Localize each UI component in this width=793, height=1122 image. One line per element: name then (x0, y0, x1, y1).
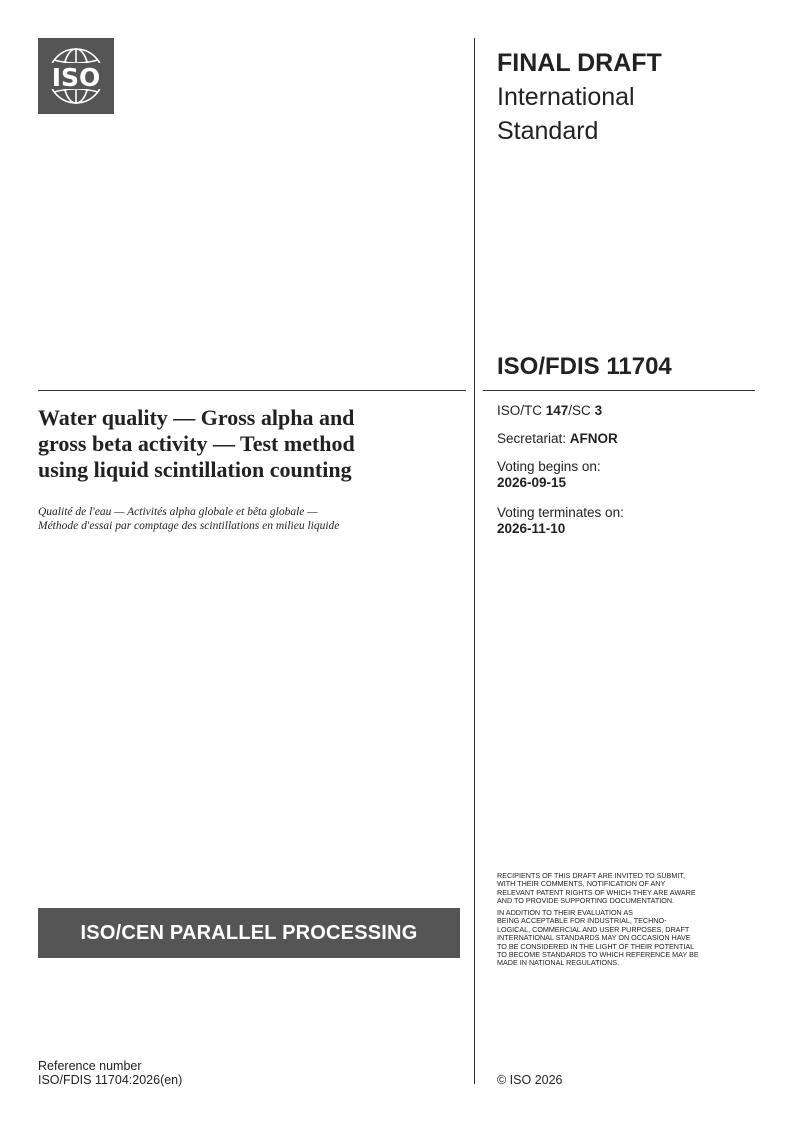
tc-number: 147 (545, 403, 569, 418)
vertical-divider (474, 38, 475, 1084)
committee-line (497, 403, 757, 419)
notice-line: LOGICAL, COMMERCIAL AND USER PURPOSES, DRAFT (497, 924, 690, 934)
notice-line: IN ADDITION TO THEIR EVALUATION AS (497, 908, 633, 917)
voting-terminates (497, 505, 757, 537)
copyright-notice: © ISO 2026 (497, 1073, 563, 1087)
notice-line: AND TO PROVIDE SUPPORTING DOCUMENTATION. (497, 896, 675, 906)
secretariat-value: AFNOR (569, 431, 618, 446)
notice-line: TO BECOME STANDARDS TO WHICH REFERENCE MAY BE (497, 950, 699, 960)
reference-number-block (38, 1059, 182, 1087)
iso-globe-logo-icon (38, 38, 114, 114)
voting-terminates-label: Voting terminates on: (497, 505, 624, 520)
iso-logo (38, 38, 114, 114)
document-number: ISO/FDIS 11704 (497, 353, 672, 380)
notice-line: MADE IN NATIONAL REGULATIONS. (497, 958, 620, 968)
reference-label: Reference number (38, 1059, 142, 1073)
evaluation-notice (497, 909, 749, 968)
notice-line: INTERNATIONAL STANDARDS MAY ON OCCASION HAVE (497, 933, 691, 943)
international-label: International (497, 83, 635, 111)
committee-prefix: ISO/TC (497, 403, 546, 418)
patent-notice (497, 872, 749, 906)
voting-begins (497, 459, 757, 491)
french-title-line: Qualité de l'eau — Activités alpha globale et bêta globale — (38, 506, 318, 518)
document-type-heading (497, 46, 757, 148)
voting-begins-label: Voting begins on: (497, 459, 601, 474)
french-title (38, 505, 458, 533)
title-line: Water quality — Gross alpha and (38, 405, 355, 430)
logo-text: ISO (51, 63, 101, 92)
committee-sep: /SC (568, 403, 595, 418)
notice-line: RECIPIENTS OF THIS DRAFT ARE INVITED TO SUBMIT, (497, 871, 685, 880)
notice-line: BEING ACCEPTABLE FOR INDUSTRIAL, TECHNO- (497, 916, 667, 926)
notice-line: RELEVANT PATENT RIGHTS OF WHICH THEY ARE AWARE (497, 887, 696, 897)
reference-value: ISO/FDIS 11704:2026(en) (38, 1073, 183, 1087)
secretariat-line (497, 431, 757, 447)
standard-label: Standard (497, 117, 599, 145)
title-line: using liquid scintillation counting (38, 457, 352, 482)
title-line: gross beta activity — Test method (38, 431, 355, 456)
document-title (38, 405, 458, 483)
french-title-line: Méthode d'essai par comptage des scintillations en milieu liquide (38, 520, 340, 532)
voting-terminates-date: 2026-11-10 (497, 521, 566, 536)
final-draft-label: FINAL DRAFT (497, 49, 662, 77)
horizontal-divider-left (38, 390, 466, 391)
notice-line: WITH THEIR COMMENTS, NOTIFICATION OF ANY (497, 879, 666, 889)
voting-begins-date: 2026-09-15 (497, 475, 567, 490)
notice-line: TO BE CONSIDERED IN THE LIGHT OF THEIR POTENTIAL (497, 941, 695, 951)
sc-number: 3 (594, 403, 603, 418)
horizontal-divider-right (483, 390, 755, 391)
parallel-processing-banner: ISO/CEN PARALLEL PROCESSING (38, 908, 460, 958)
secretariat-label: Secretariat: (497, 431, 570, 446)
